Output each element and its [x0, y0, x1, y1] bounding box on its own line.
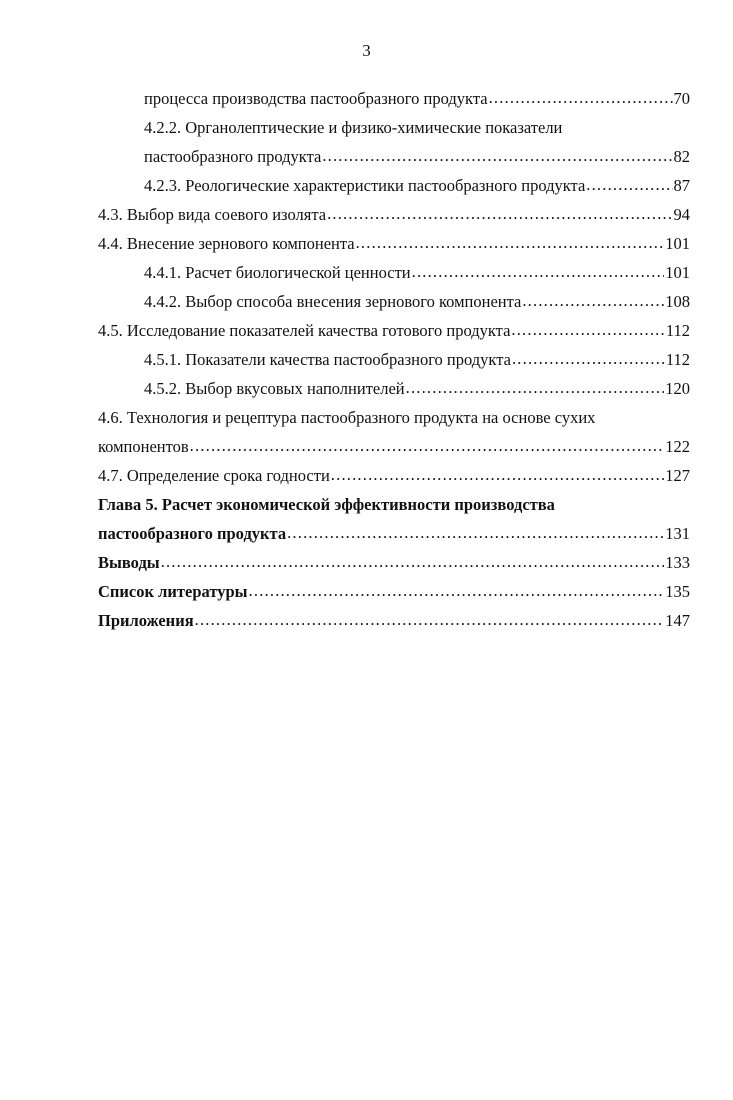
toc-entry	[98, 374, 690, 403]
toc-entry-page: 135	[665, 582, 690, 601]
toc-entry-title: Выводы	[98, 553, 160, 572]
toc-entry-title: пастообразного продукта	[144, 147, 322, 166]
toc-entry	[98, 316, 690, 345]
toc-entry-page: 127	[665, 466, 690, 485]
toc-entry	[98, 84, 690, 113]
toc-entry	[98, 519, 690, 548]
toc-entry-page: 94	[673, 205, 690, 224]
toc-leader-dots	[586, 170, 672, 199]
toc-entry-title: процесса производства пастообразного продукта	[144, 89, 488, 108]
page-number: 3	[362, 41, 371, 60]
toc-leader-dots	[287, 518, 664, 547]
toc-entry	[98, 345, 690, 374]
toc-leader-dots	[331, 460, 664, 489]
toc-entry-page: 101	[665, 234, 690, 253]
toc-entry-title: пастообразного продукта	[98, 524, 287, 543]
toc-entry	[98, 287, 690, 316]
toc-entry	[98, 171, 690, 200]
toc-entry	[98, 113, 690, 142]
toc-entry	[98, 490, 690, 519]
toc-leader-dots	[322, 141, 672, 170]
toc-entry-page: 122	[665, 437, 690, 456]
toc-entry	[98, 548, 690, 577]
toc-entry-page: 120	[665, 379, 690, 398]
toc-entry-title: 4.5. Исследование показателей качества готового продукта	[98, 321, 511, 340]
toc-leader-dots	[412, 257, 665, 286]
toc-leader-dots	[489, 83, 673, 112]
toc-entry	[98, 200, 690, 229]
toc-entry-title: 4.5.2. Выбор вкусовых наполнителей	[144, 379, 405, 398]
toc-entry	[98, 142, 690, 171]
toc-entry	[98, 432, 690, 461]
toc-entry-title: 4.4. Внесение зернового компонента	[98, 234, 355, 253]
table-of-contents	[98, 84, 690, 635]
toc-entry-page: 108	[665, 292, 690, 311]
toc-leader-dots	[522, 286, 664, 315]
toc-entry-title: Приложения	[98, 611, 194, 630]
toc-entry-page: 131	[665, 524, 690, 543]
toc-leader-dots	[249, 576, 665, 605]
toc-entry-page: 87	[673, 176, 690, 195]
toc-leader-dots	[512, 344, 665, 373]
toc-leader-dots	[161, 547, 665, 576]
toc-entry	[98, 461, 690, 490]
toc-entry	[98, 577, 690, 606]
toc-entry-page: 70	[673, 89, 690, 108]
toc-entry	[98, 606, 690, 635]
toc-entry-page: 133	[665, 553, 690, 572]
toc-entry-title: компонентов	[98, 437, 189, 456]
toc-leader-dots	[356, 228, 665, 257]
toc-leader-dots	[406, 373, 665, 402]
toc-entry-page: 147	[665, 611, 690, 630]
toc-entry-title: 4.3. Выбор вида соевого изолята	[98, 205, 327, 224]
toc-entry-title: 4.4.1. Расчет биологической ценности	[144, 263, 411, 282]
toc-entry-title: 4.4.2. Выбор способа внесения зернового компонента	[144, 292, 522, 311]
toc-entry-page: 112	[665, 321, 690, 340]
toc-entry-title: 4.2.3. Реологические характеристики пастообразного продукта	[144, 176, 586, 195]
toc-entry-page: 101	[665, 263, 690, 282]
toc-entry-page: 112	[665, 350, 690, 369]
toc-entry-title: Глава 5. Расчет экономической эффективности производства	[98, 495, 555, 514]
toc-entry-title: 4.5.1. Показатели качества пастообразного продукта	[144, 350, 511, 369]
toc-entry	[98, 229, 690, 258]
toc-leader-dots	[195, 605, 665, 634]
toc-leader-dots	[327, 199, 672, 228]
toc-entry-title: Список литературы	[98, 582, 248, 601]
toc-leader-dots	[190, 431, 665, 460]
toc-leader-dots	[511, 315, 664, 344]
toc-entry	[98, 258, 690, 287]
toc-entry-page: 82	[673, 147, 690, 166]
toc-entry-title: 4.2.2. Органолептические и физико-химические показатели	[144, 118, 563, 137]
toc-entry	[98, 403, 690, 432]
toc-entry-title: 4.6. Технология и рецептура пастообразного продукта на основе сухих	[98, 408, 596, 427]
toc-entry-title: 4.7. Определение срока годности	[98, 466, 330, 485]
